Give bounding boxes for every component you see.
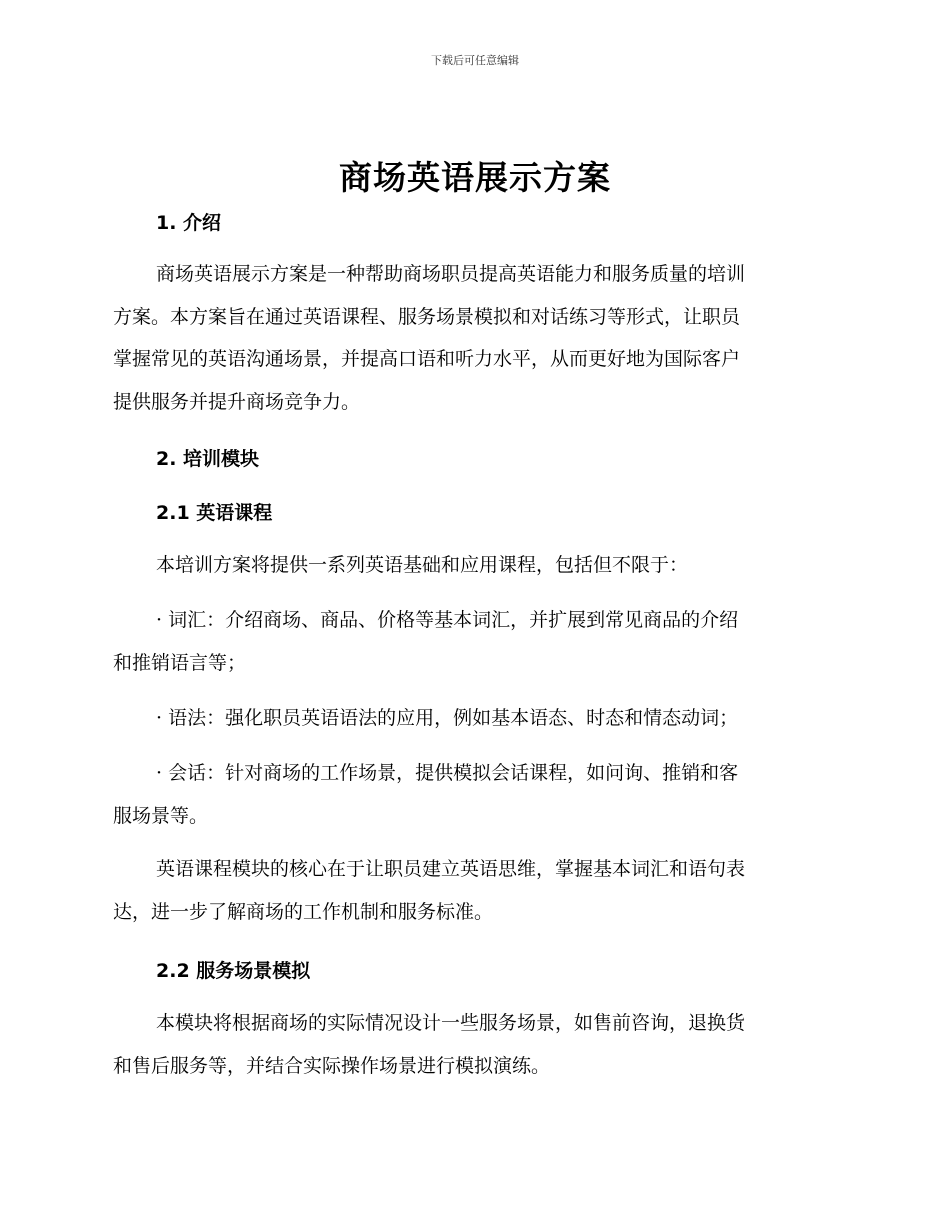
section-heading-english-courses: 2.1 英语课程 <box>156 502 273 524</box>
bullet-vocabulary <box>113 599 833 684</box>
paragraph-line: 英语课程模块的核心在于让职员建立英语思维，掌握基本词汇和语句表 <box>156 858 746 880</box>
paragraph-line: 本模块将根据商场的实际情况设计一些服务场景，如售前咨询，退换货 <box>156 1012 746 1034</box>
paragraph-line: · 会话：针对商场的工作场景，提供模拟会话课程，如问询、推销和客 <box>156 762 739 784</box>
paragraph-line: 方案。本方案旨在通过英语课程、服务场景模拟和对话练习等形式，让职员 <box>113 305 741 328</box>
paragraph-line: 商场英语展示方案是一种帮助商场职员提高英语能力和服务质量的培训 <box>156 263 746 285</box>
paragraph-line: 服场景等。 <box>113 804 209 827</box>
paragraph-line: · 词汇：介绍商场、商品、价格等基本词汇，并扩展到常见商品的介绍 <box>156 609 739 631</box>
paragraph-line: 达，进一步了解商场的工作机制和服务标准。 <box>113 900 494 923</box>
paragraph-line: · 语法：强化职员英语语法的应用，例如基本语态、时态和情态动词； <box>156 707 739 729</box>
bullet-conversation <box>113 752 833 837</box>
section-heading-scenario-simulation: 2.2 服务场景模拟 <box>156 960 311 982</box>
paragraph-line: 和售后服务等，并结合实际操作场景进行模拟演练。 <box>113 1054 551 1077</box>
paragraph-line: 提供服务并提升商场竞争力。 <box>113 390 361 413</box>
section-heading-modules: 2. 培训模块 <box>156 448 260 470</box>
bullet-grammar <box>113 697 833 740</box>
paragraph-intro <box>113 253 833 423</box>
page-header: 下载后可任意编辑 <box>431 54 519 67</box>
paragraph-line: 掌握常见的英语沟通场景，并提高口语和听力水平，从而更好地为国际客户 <box>113 348 741 370</box>
paragraph-line: 和推销语言等； <box>113 651 247 674</box>
section-heading-intro: 1. 介绍 <box>156 212 222 234</box>
paragraph-courses-intro <box>113 544 833 587</box>
document-title: 商场英语展示方案 <box>339 158 611 197</box>
paragraph-line: 本培训方案将提供一系列英语基础和应用课程，包括但不限于： <box>156 554 689 576</box>
paragraph-courses-core <box>113 848 833 933</box>
paragraph-scenario <box>113 1002 833 1087</box>
